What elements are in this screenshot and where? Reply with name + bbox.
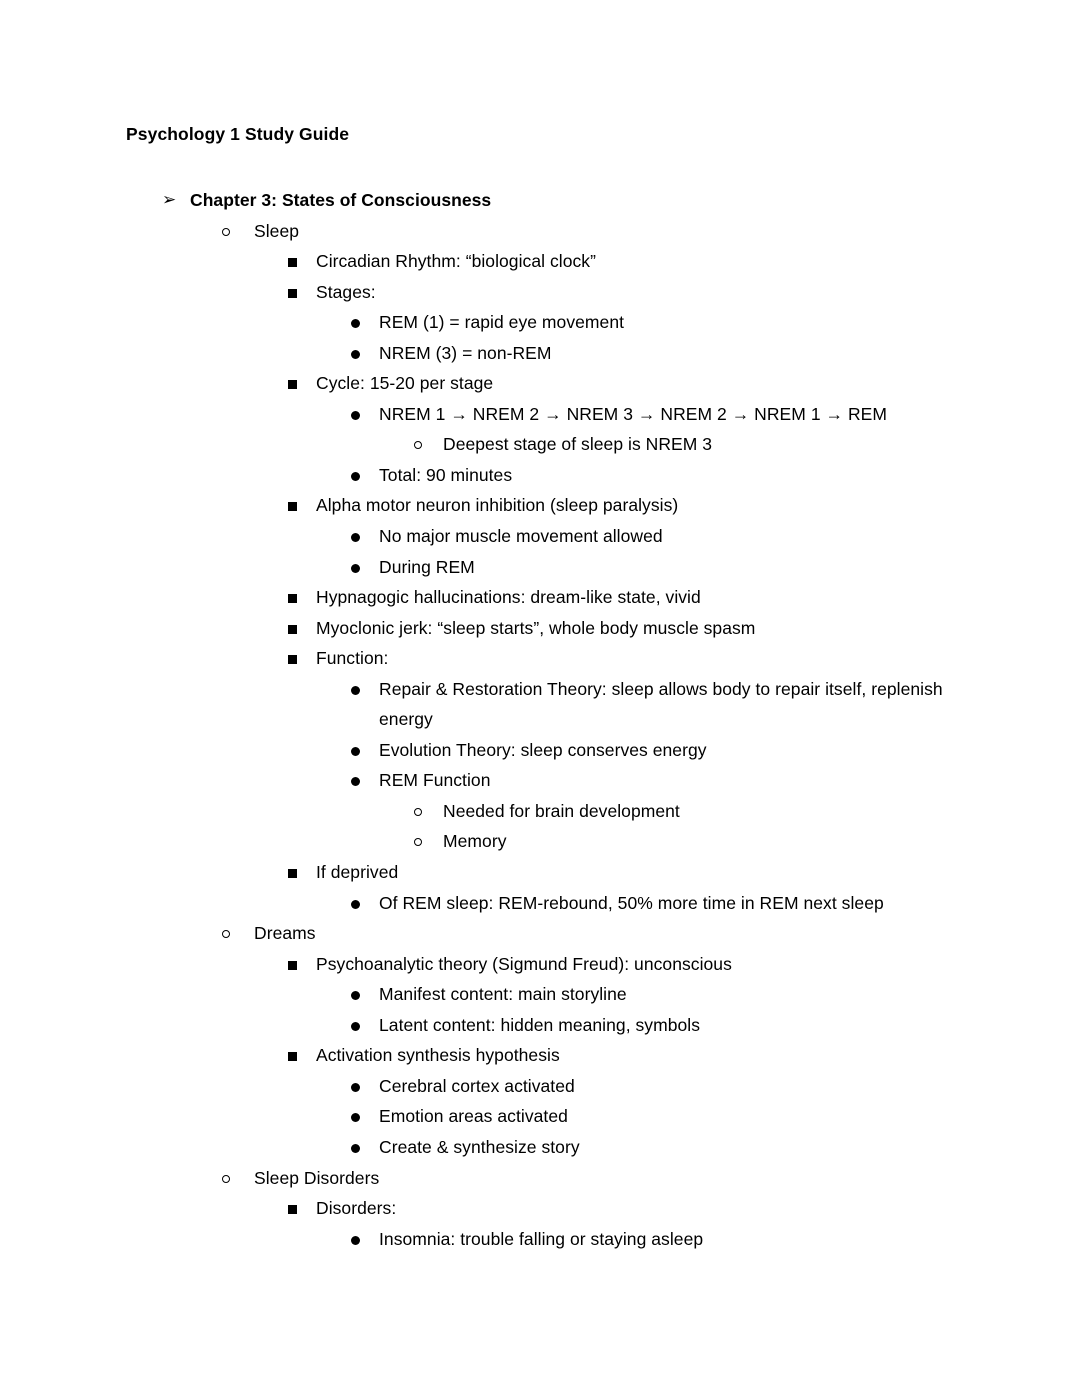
outline-item-text: Memory xyxy=(443,831,507,852)
outline-item-level-4 xyxy=(0,888,1080,919)
outline-item-text: During REM xyxy=(379,556,475,577)
outline-item-level-4 xyxy=(0,399,1080,430)
outline-item-text: Total: 90 minutes xyxy=(379,464,513,485)
bullet-marker-icon xyxy=(414,441,422,449)
bullet-marker-icon: ➢ xyxy=(162,190,177,209)
outline-item-text: NREM 1 → NREM 2 → NREM 3 → NREM 2 → NREM 1 → REM xyxy=(379,403,888,424)
bullet-marker-icon xyxy=(288,502,297,511)
bullet-marker-icon xyxy=(351,747,360,756)
outline-item-level-3 xyxy=(0,1040,1080,1071)
outline-item-text: Needed for brain development xyxy=(443,800,680,821)
outline-item-level-2 xyxy=(0,216,1080,247)
outline-item-text: Disorders: xyxy=(316,1198,397,1219)
bullet-marker-icon xyxy=(222,1175,230,1183)
outline-item-level-4 xyxy=(0,765,1080,796)
bullet-marker-icon xyxy=(288,594,297,603)
outline-item-level-2 xyxy=(0,918,1080,949)
bullet-marker-icon xyxy=(351,411,360,420)
bullet-marker-icon xyxy=(351,533,360,542)
outline-item-text: Create & synthesize story xyxy=(379,1136,580,1157)
bullet-marker-icon xyxy=(288,625,297,634)
outline-item-text: No major muscle movement allowed xyxy=(379,526,663,547)
bullet-marker-icon xyxy=(222,228,230,236)
bullet-marker-icon xyxy=(351,686,360,695)
outline-item-level-4 xyxy=(0,735,1080,766)
outline-item-text: Myoclonic jerk: “sleep starts”, whole body muscle spasm xyxy=(316,617,756,638)
bullet-marker-icon xyxy=(351,350,360,359)
bullet-marker-icon xyxy=(351,777,360,786)
outline-item-level-3 xyxy=(0,1193,1080,1224)
bullet-marker-icon xyxy=(414,808,422,816)
outline-item-level-3 xyxy=(0,368,1080,399)
bullet-marker-icon xyxy=(288,655,297,664)
outline-item-level-3 xyxy=(0,949,1080,980)
outline-item-level-1 xyxy=(0,185,1080,216)
outline-item-text: Evolution Theory: sleep conserves energy xyxy=(379,739,707,760)
outline-item-level-4 xyxy=(0,552,1080,583)
outline-item-level-4 xyxy=(0,1224,1080,1255)
outline-item-level-4 xyxy=(0,307,1080,338)
outline-item-text: REM (1) = rapid eye movement xyxy=(379,312,625,333)
outline-item-level-4 xyxy=(0,1010,1080,1041)
outline-list xyxy=(0,185,1080,1254)
bullet-marker-icon xyxy=(288,258,297,267)
outline-item-level-4 xyxy=(0,460,1080,491)
outline-item-text: Psychoanalytic theory (Sigmund Freud): unconscious xyxy=(316,953,732,974)
page-title: Psychology 1 Study Guide xyxy=(126,124,350,144)
bullet-marker-icon xyxy=(222,930,230,938)
outline-item-text: Of REM sleep: REM-rebound, 50% more time in REM next sleep xyxy=(379,892,884,913)
outline-item-text: Chapter 3: States of Consciousness xyxy=(190,190,492,210)
outline-item-text: Dreams xyxy=(254,923,316,944)
bullet-marker-icon xyxy=(351,1236,360,1245)
bullet-marker-icon xyxy=(351,1144,360,1153)
outline-item-level-4 xyxy=(0,979,1080,1010)
bullet-marker-icon xyxy=(351,564,360,573)
outline-item-level-3 xyxy=(0,582,1080,613)
outline-item-level-5 xyxy=(0,796,1080,827)
bullet-marker-icon xyxy=(351,472,360,481)
outline-item-text: Deepest stage of sleep is NREM 3 xyxy=(443,434,713,455)
bullet-marker-icon xyxy=(288,961,297,970)
outline-item-level-4 xyxy=(0,338,1080,369)
bullet-marker-icon xyxy=(351,900,360,909)
outline-item-level-5 xyxy=(0,826,1080,857)
outline-item-level-4 xyxy=(0,1101,1080,1132)
bullet-marker-icon xyxy=(288,1052,297,1061)
outline-item-text: Insomnia: trouble falling or staying asleep xyxy=(379,1228,704,1249)
outline-item-level-4 xyxy=(0,674,1080,735)
outline-item-level-3 xyxy=(0,277,1080,308)
outline-item-text: Emotion areas activated xyxy=(379,1106,568,1127)
outline-item-text: Cycle: 15-20 per stage xyxy=(316,373,494,394)
outline-item-text: Manifest content: main storyline xyxy=(379,984,627,1005)
outline-item-text: Repair & Restoration Theory: sleep allows body to repair itself, replenish energy xyxy=(379,678,943,730)
outline-item-level-3 xyxy=(0,246,1080,277)
bullet-marker-icon xyxy=(351,319,360,328)
bullet-marker-icon xyxy=(351,991,360,1000)
outline-item-text: Activation synthesis hypothesis xyxy=(316,1045,560,1066)
outline-item-level-3 xyxy=(0,613,1080,644)
outline-item-text: Sleep Disorders xyxy=(254,1167,380,1188)
bullet-marker-icon xyxy=(351,1083,360,1092)
outline-item-text: REM Function xyxy=(379,770,491,791)
outline-item-level-4 xyxy=(0,1132,1080,1163)
bullet-marker-icon xyxy=(288,289,297,298)
outline-item-text: Latent content: hidden meaning, symbols xyxy=(379,1014,701,1035)
outline-item-level-2 xyxy=(0,1163,1080,1194)
bullet-marker-icon xyxy=(351,1022,360,1031)
outline-item-text: Alpha motor neuron inhibition (sleep paralysis) xyxy=(316,495,679,516)
outline-item-text: Sleep xyxy=(254,220,300,241)
outline-item-level-3 xyxy=(0,490,1080,521)
outline-item-text: If deprived xyxy=(316,862,399,883)
bullet-marker-icon xyxy=(414,838,422,846)
outline-item-text: Circadian Rhythm: “biological clock” xyxy=(316,251,596,272)
bullet-marker-icon xyxy=(351,1113,360,1122)
outline-item-text: Stages: xyxy=(316,281,376,302)
outline-item-text: Cerebral cortex activated xyxy=(379,1075,575,1096)
outline-item-level-5 xyxy=(0,429,1080,460)
outline-item-text: Function: xyxy=(316,648,389,669)
outline-item-level-4 xyxy=(0,521,1080,552)
bullet-marker-icon xyxy=(288,380,297,389)
outline-item-text: NREM (3) = non-REM xyxy=(379,342,552,363)
bullet-marker-icon xyxy=(288,869,297,878)
outline-item-level-4 xyxy=(0,1071,1080,1102)
outline-item-text: Hypnagogic hallucinations: dream-like state, vivid xyxy=(316,587,701,608)
bullet-marker-icon xyxy=(288,1205,297,1214)
outline-item-level-3 xyxy=(0,857,1080,888)
outline-item-level-3 xyxy=(0,643,1080,674)
